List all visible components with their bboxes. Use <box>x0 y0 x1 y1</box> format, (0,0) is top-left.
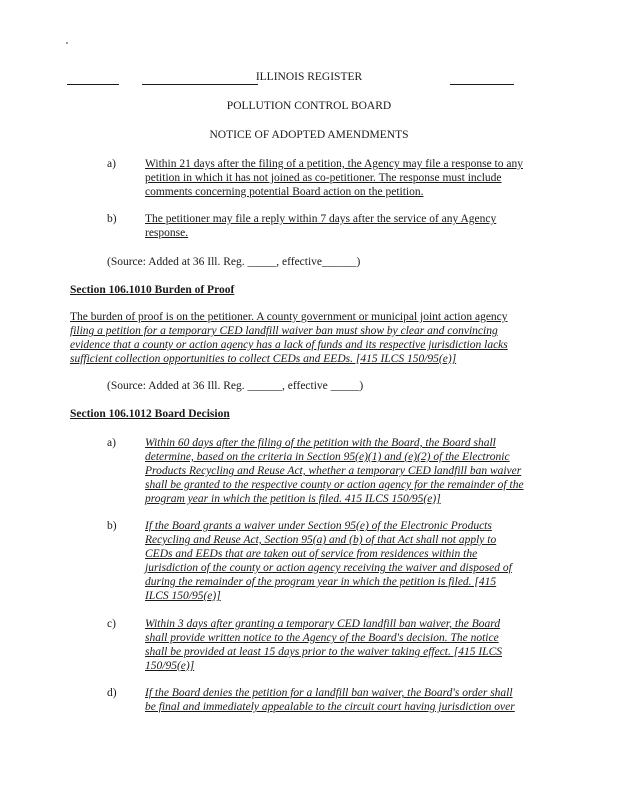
item-b-line: during the remainder of the program year in which the petition is filed. [415 <box>145 576 497 588</box>
item-b-line: jurisdiction of the county or action agency receiving the waiver and disposed of <box>145 562 512 574</box>
para-b-line: The petitioner may file a reply within 7 days after the service of any Agency <box>145 213 497 225</box>
item-b-line: If the Board grants a waiver under Section 95(e) of the Electronic Products <box>145 520 492 532</box>
section-1010-line: evidence that a county or action agency has a lack of funds and its respective jurisdiction lacks <box>70 339 508 351</box>
section-1010-line: sufficient collection opportunities to collect CEDs and EEDs. [415 ILCS 150/95(e)] <box>70 353 457 365</box>
item-a-line: Within 60 days after the filing of the petition with the Board, the Board shall <box>145 437 496 449</box>
para-a-line: comments concerning potential Board action on the petition. <box>145 186 424 198</box>
header-rule-left <box>67 84 119 85</box>
item-a-label: a) <box>107 437 116 449</box>
section-1010-line: The burden of proof is on the petitioner. A county government or municipal joint action agency <box>70 311 508 323</box>
para-a-line: petition in which it has not joined as co-petitioner. The response must include <box>145 172 502 184</box>
section-1012-heading: Section 106.1012 Board Decision <box>70 408 230 420</box>
item-d-label: d) <box>107 687 117 699</box>
para-a-label: a) <box>107 158 116 170</box>
item-b-line: ILCS 150/95(e)] <box>145 590 221 602</box>
item-d-line: If the Board denies the petition for a landfill ban waiver, the Board's order shall <box>145 687 513 699</box>
para-a-line: Within 21 days after the filing of a petition, the Agency may file a response to any <box>145 158 523 170</box>
item-a-line: Products Recycling and Reuse Act, whether a temporary CED landfill ban waiver <box>145 465 522 477</box>
header-rule-mid <box>142 84 258 85</box>
item-c-label: c) <box>107 618 116 630</box>
para-b-line: response. <box>145 227 189 239</box>
scan-speck <box>66 42 68 44</box>
notice-title: NOTICE OF ADOPTED AMENDMENTS <box>209 129 409 141</box>
item-c-line: shall be provided at least 15 days prior to the waiver taking effect. [415 ILCS <box>145 646 502 658</box>
item-b-line: CEDs and EEDs that are taken out of service from residences within the <box>145 548 478 560</box>
item-a-line: shall be granted to the respective county or action agency for the remainder of the <box>145 479 524 491</box>
section-1010-heading: Section 106.1010 Burden of Proof <box>70 284 235 296</box>
item-a-line: program year in which the petition is filed. 415 ILCS 150/95(e)] <box>145 493 441 505</box>
item-d-line: be final and immediately appealable to the circuit court having jurisdiction over <box>145 701 515 713</box>
agency-title: POLLUTION CONTROL BOARD <box>226 100 392 112</box>
source-note-2: (Source: Added at 36 Ill. Reg. ______, effective _____) <box>107 380 364 392</box>
section-1010-line: filing a petition for a temporary CED landfill waiver ban must show by clear and convincing <box>70 325 498 337</box>
header-rule-right <box>450 84 514 85</box>
para-b-label: b) <box>107 213 117 225</box>
item-c-line: 150/95(e)] <box>145 660 195 672</box>
item-b-label: b) <box>107 520 117 532</box>
item-c-line: shall provide written notice to the Agency of the Board's decision. The notice <box>145 632 499 644</box>
item-a-line: determine, based on the criteria in Section 95(e)(1) and (e)(2) of the Electronic <box>145 451 510 463</box>
item-c-line: Within 3 days after granting a temporary CED landfill ban waiver, the Board <box>145 618 501 630</box>
item-b-line: Recycling and Reuse Act, Section 95(a) and (b) of that Act shall not apply to <box>145 534 497 546</box>
source-note-1: (Source: Added at 36 Ill. Reg. _____, effective______) <box>107 256 361 268</box>
register-title: ILLINOIS REGISTER <box>255 71 363 83</box>
